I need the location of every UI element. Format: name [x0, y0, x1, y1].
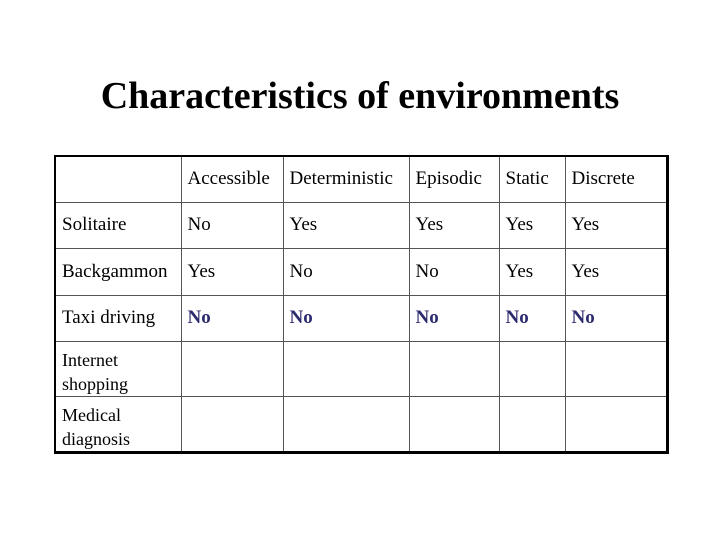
table-row — [55, 202, 667, 248]
table-cell — [283, 396, 409, 452]
table-cell: No — [283, 248, 409, 295]
table-cell: Yes — [565, 202, 667, 248]
table-cell: Yes — [181, 248, 283, 295]
table-row — [55, 248, 667, 295]
table-cell — [409, 396, 499, 452]
table-cell — [499, 396, 565, 452]
table-cell — [181, 341, 283, 396]
row-label: Medical diagnosis — [55, 396, 181, 452]
table-cell — [565, 396, 667, 452]
table-cell: Yes — [499, 202, 565, 248]
column-header: Episodic — [409, 156, 499, 202]
table-cell: Yes — [409, 202, 499, 248]
table-cell: No — [565, 295, 667, 341]
table-cell: Yes — [499, 248, 565, 295]
table-row — [55, 341, 667, 396]
table-cell — [565, 341, 667, 396]
characteristics-table — [54, 155, 669, 454]
column-header: Accessible — [181, 156, 283, 202]
row-label: Taxi driving — [55, 295, 181, 341]
table-row — [55, 295, 667, 341]
slide-title: Characteristics of environments — [100, 75, 620, 117]
row-label: Internet shopping — [55, 341, 181, 396]
table-cell: No — [283, 295, 409, 341]
table-header-row — [55, 156, 667, 202]
row-label: Backgammon — [55, 248, 181, 295]
table-row — [55, 396, 667, 452]
table-cell — [283, 341, 409, 396]
table-cell: No — [409, 248, 499, 295]
table-cell: No — [181, 295, 283, 341]
table-cell — [409, 341, 499, 396]
table-cell — [181, 396, 283, 452]
table-cell: Yes — [565, 248, 667, 295]
column-header: Static — [499, 156, 565, 202]
header-corner-cell — [55, 156, 181, 202]
table-cell: No — [499, 295, 565, 341]
table-cell: No — [409, 295, 499, 341]
row-label: Solitaire — [55, 202, 181, 248]
table-cell: Yes — [283, 202, 409, 248]
table-cell: No — [181, 202, 283, 248]
table-cell — [499, 341, 565, 396]
column-header: Discrete — [565, 156, 667, 202]
column-header: Deterministic — [283, 156, 409, 202]
